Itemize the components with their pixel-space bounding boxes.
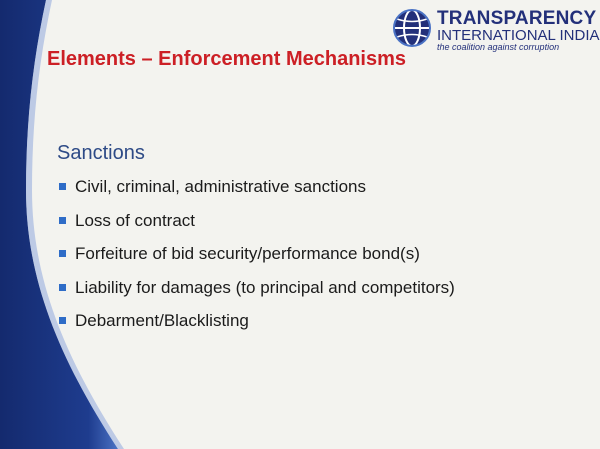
globe-icon (392, 8, 432, 48)
bullet-list (57, 177, 455, 345)
bullet-item (57, 311, 455, 345)
logo-tagline: the coalition against corruption (437, 42, 560, 52)
bullet-text: Debarment/Blacklisting (75, 311, 249, 330)
bullet-marker-icon (59, 217, 66, 224)
bullet-marker-icon (59, 317, 66, 324)
bullet-marker-icon (59, 284, 66, 291)
bullet-text: Liability for damages (to principal and competitors) (75, 277, 455, 297)
logo-name-line2: INTERNATIONAL INDIA (437, 27, 600, 44)
bullet-marker-icon (59, 250, 66, 257)
logo-name-line1: TRANSPARENCY (437, 8, 597, 29)
bullet-text: Civil, criminal, administrative sanctions (75, 177, 366, 196)
bullet-item (57, 177, 455, 211)
bullet-marker-icon (59, 183, 66, 190)
bullet-text: Loss of contract (75, 210, 196, 230)
bullet-item (57, 244, 455, 278)
bullet-text: Forfeiture of bid security/performance bond(s) (75, 244, 420, 263)
slide-title: Elements – Enforcement Mechanisms (47, 48, 407, 70)
transparency-international-india-logo (392, 6, 600, 52)
bullet-item (57, 278, 455, 312)
section-heading: Sanctions (57, 142, 145, 164)
bullet-item (57, 211, 455, 245)
